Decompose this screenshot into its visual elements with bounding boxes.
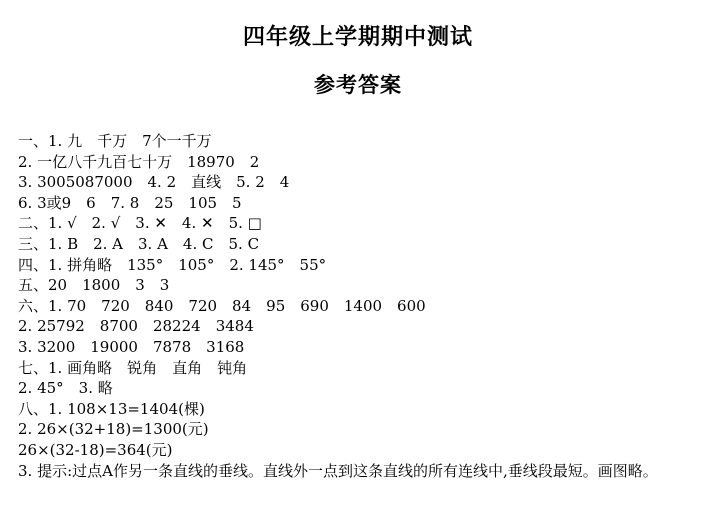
- answer-line: 3. 提示:过点A作另一条直线的垂线。直线外一点到这条直线的所有连线中,垂线段最短。画图略。: [18, 461, 658, 480]
- answer-line: 七、1. 画角略 锐角 直角 钝角: [18, 358, 248, 377]
- answer-line: 2. 26×(32+18)=1300(元): [18, 420, 209, 439]
- answer-line: 六、1. 70 720 840 720 84 95 690 1400 600: [18, 296, 426, 315]
- page-title: 四年级上学期期中测试: [242, 25, 473, 50]
- answer-line: 四、1. 拼角略 135° 105° 2. 145° 55°: [18, 255, 327, 274]
- page-subtitle: 参考答案: [314, 73, 402, 97]
- answer-list: [18, 131, 708, 481]
- answer-line: 2. 一亿八千九百七十万 18970 2: [18, 152, 260, 171]
- answer-line: 一、1. 九 千万 7个一千万: [18, 132, 212, 150]
- answer-line: 二、1. √ 2. √ 3. ✕ 4. ✕ 5. □: [18, 214, 262, 233]
- answer-line: 2. 45° 3. 略: [18, 379, 113, 398]
- answer-line: 八、1. 108×13=1404(棵): [18, 399, 205, 418]
- answer-line: 3. 3200 19000 7878 3168: [18, 337, 245, 356]
- answer-line: 五、20 1800 3 3: [18, 276, 170, 295]
- answer-line: 2. 25792 8700 28224 3484: [18, 317, 254, 336]
- answer-line: 6. 3或9 6 7. 8 25 105 5: [18, 193, 242, 212]
- answer-line: 三、1. B 2. A 3. A 4. C 5. C: [18, 234, 260, 253]
- answer-line: 26×(32-18)=364(元): [18, 440, 173, 459]
- answer-line: 3. 3005087000 4. 2 直线 5. 2 4: [18, 173, 290, 192]
